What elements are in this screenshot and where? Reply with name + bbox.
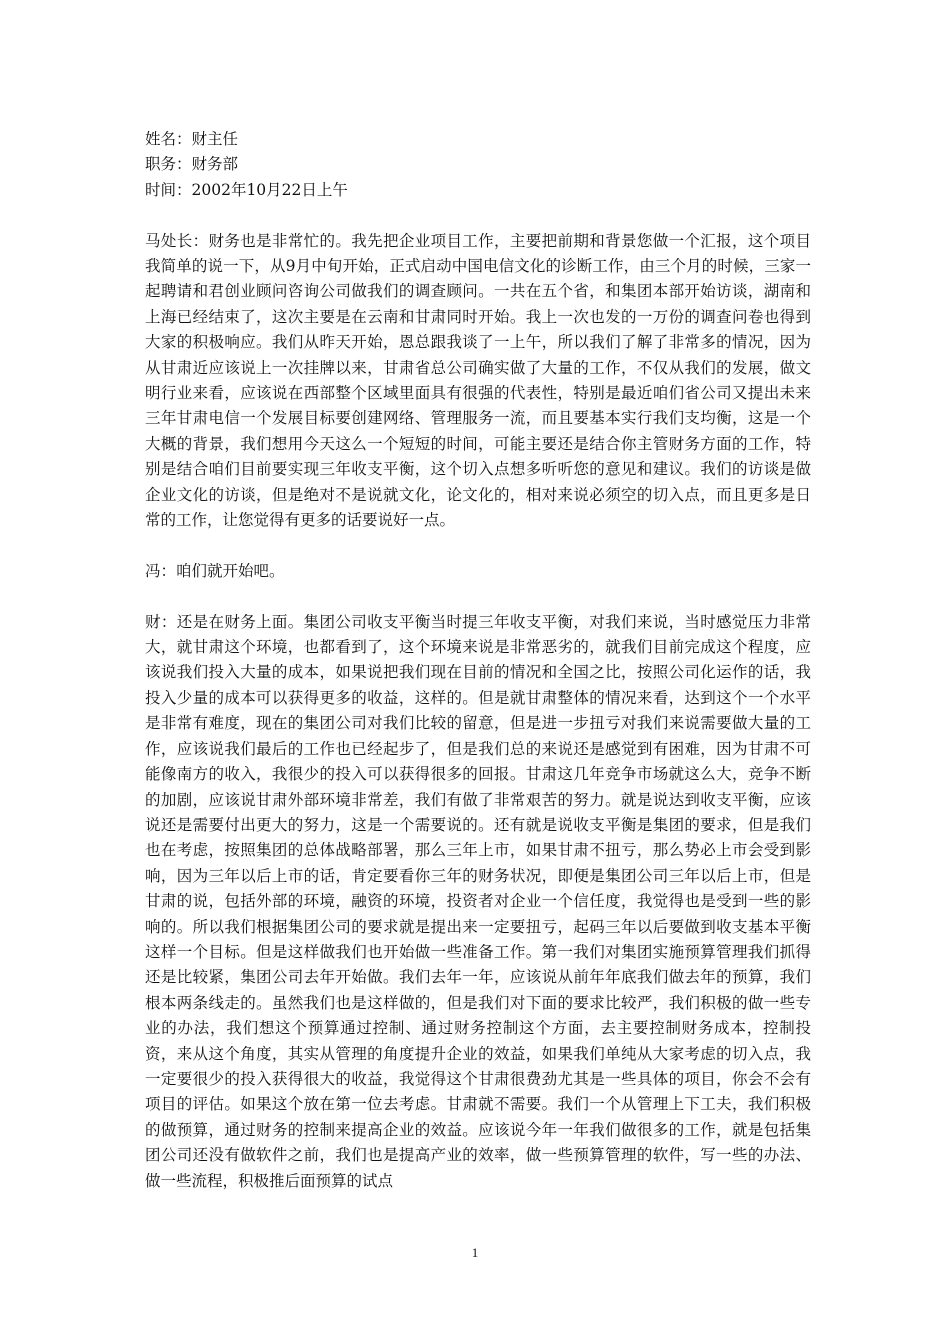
spacer (145, 584, 811, 609)
time-line: 时间：2002年10月22日上午 (145, 180, 348, 199)
name-line: 姓名：财主任 (145, 130, 239, 148)
spacer (145, 203, 811, 228)
position-line: 职务：财务部 (145, 155, 239, 174)
paragraph-feng: 冯：咱们就开始吧。 (145, 561, 285, 580)
paragraph-cai: 财：还是在财务上面。集团公司收支平衡当时提三年收支平衡，对我们来说，当时感觉压力非常大，就甘肃这个环境，也都看到了，这个环境来说是非常恶劣的，就我们目前完成这个程度，应该说我们投入大量的成本，如果说把我们现在目前的情况和全国之比，按照公司化运作的话，我投入少量的成本可以获得更多的收益，这样的。但是就甘肃整体的情况来看，达到这个一个水平是非常有难度，现在的集团公司对我们比较的留意，但是进一步扭亏对我们来说需要做大量的工作，应该说我们最后的工作也已经起步了，但是我们总的来说还是感觉到有困难，因为甘肃不可能像南方的收入，我很少的投入可以获得很多的回报。甘肃这几年竞争市场就这么大，竞争不断的加剧，应该说甘肃外部环境非常差，我们有做了非常艰苦的努力。就是说达到收支平衡，应该说还是需要付出更大的努力，这是一个需要说的。还有就是说收支平衡是集团的要求，但是我们也在考虑，按照集团的总体战略部署，那么三年上市，如果甘肃不扭亏，那么势必上市会受到影响，因为三年以后上市的话，肯定要看你三年的财务状况，即便是集团公司三年以后上市，但是甘肃的说，包括外部的环境，融资的环境，投资者对企业一个信任度，我觉得也是受到一些的影响的。所以我们根据集团公司的要求就是提出来一定要扭亏，起码三年以后要做到收支基本平衡这样一个目标。但是这样做我们也开始做一些准备工作。第一我们对集团实施预算管理我们抓得还是比较紧，集团公司去年开始做。我们去年一年，应该说从前年年底我们做去年的预算，我们根本两条线走的。虽然我们也是这样做的，但是我们对下面的要求比较严，我们积极的做一些专业的办法，我们想这个预算通过控制、通过财务控制这个方面，去主要控制财务成本，控制投资，来从这个角度，其实从管理的角度提升企业的效益，如果我们单纯从大家考虑的切入点，我一定要很少的投入获得很大的收益，我觉得这个甘肃很费劲尤其是一些具体的项目，你会不会有项目的评估。如果这个放在第一位去考虑。甘肃就不需要。我们一个从管理上下工夫，我们积极的做预算，通过财务的控制来提高企业的效益。应该说今年一年我们做很多的工作，就是包括集团公司还没有做软件之前，我们也是提高产业的效率，做一些预算管理的软件，写一些的办法、做一些流程，积极推后面预算的试点 (145, 612, 811, 1190)
document-body (145, 127, 811, 1194)
paragraph-ma: 马处长：财务也是非常忙的。我先把企业项目工作，主要把前期和背景您做一个汇报，这个项目我简单的说一下，从9月中旬开始，正式启动中国电信文化的诊断工作，由三个月的时候，三家一起聘请和君创业顾问咨询公司做我们的调查顾问。一共在五个省，和集团本部开始访谈，湖南和上海已经结束了，这次主要是在云南和甘肃同时开始。我上一次也发的一万份的调查问卷也得到大家的积极响应。我们从昨天开始，恩总跟我谈了一上午，所以我们了解了非常多的情况，因为从甘肃近应该说上一次挂牌以来，甘肃省总公司确实做了大量的工作，不仅从我们的发展，做文明行业来看，应该说在西部整个区域里面具有很强的代表性，特别是最近咱们省公司又提出未来三年甘肃电信一个发展目标要创建网络、管理服务一流，而且要基本实行我们支均衡，这是一个大概的背景，我们想用今天这么一个短短的时间，可能主要还是结合你主管财务方面的工作，特别是结合咱们目前要实现三年收支平衡，这个切入点想多听听您的意见和建议。我们的访谈是做企业文化的访谈，但是绝对不是说就文化，论文化的，相对来说必须空的切入点，而且更多是日常的工作，让您觉得有更多的话要说好一点。 (145, 231, 811, 530)
spacer (145, 533, 811, 558)
page-number: 1 (471, 1245, 479, 1260)
